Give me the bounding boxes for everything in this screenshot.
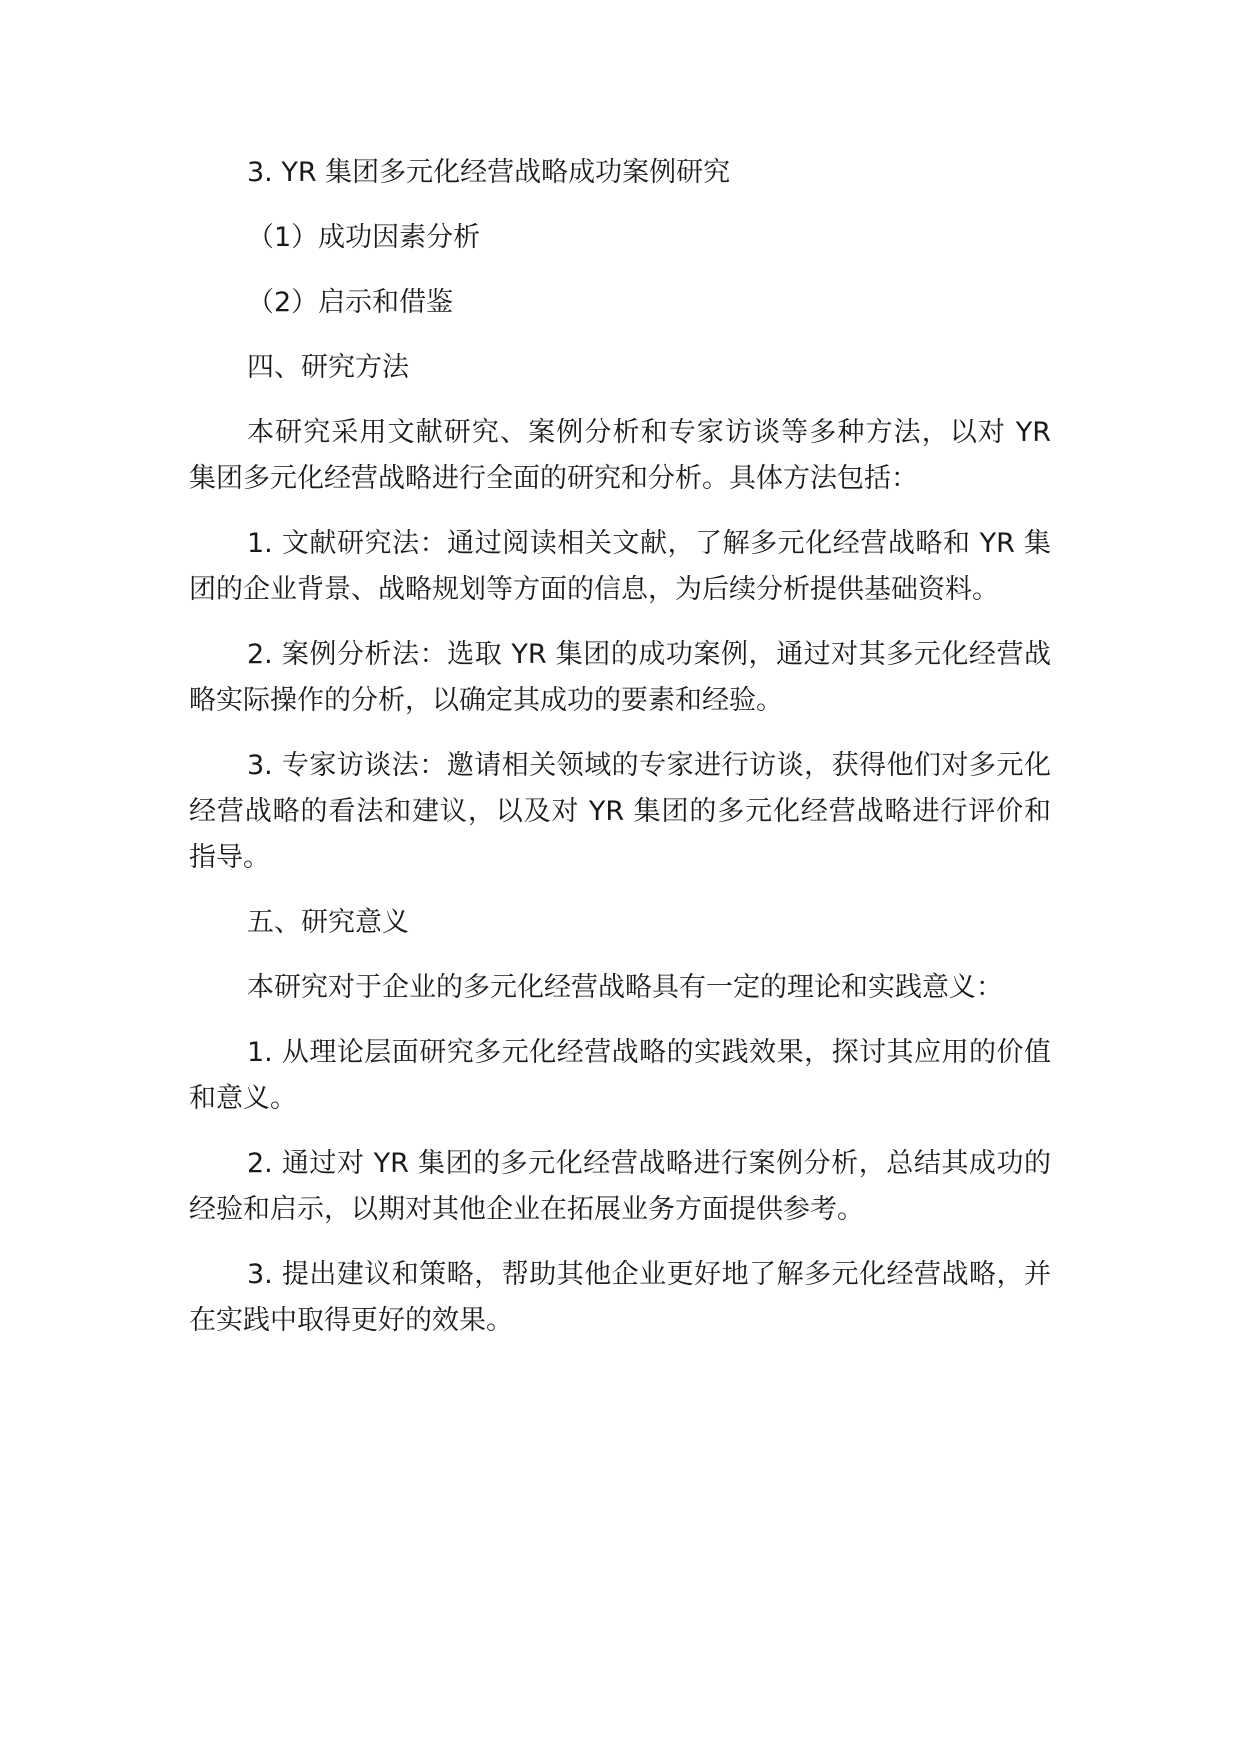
paragraph-significance-case: 2. 通过对 YR 集团的多元化经营战略进行案例分析，总结其成功的经验和启示，以期对其他企业在拓展业务方面提供参考。 — [189, 1148, 1051, 1225]
paragraph-method-expert-interview: 3. 专家访谈法：邀请相关领域的专家进行访谈，获得他们对多元化经营战略的看法和建议，以及对 YR 集团的多元化经营战略进行评价和指导。 — [189, 750, 1051, 873]
paragraph-method-case-analysis: 2. 案例分析法：选取 YR 集团的成功案例，通过对其多元化经营战略实际操作的分析，以确定其成功的要素和经验。 — [189, 639, 1051, 716]
paragraph-significance-advice: 3. 提出建议和策略，帮助其他企业更好地了解多元化经营战略，并在实践中取得更好的效果。 — [189, 1259, 1051, 1336]
subheading-case-study: 3. YR 集团多元化经营战略成功案例研究 — [247, 157, 731, 188]
list-item-lessons: （2）启示和借鉴 — [247, 287, 454, 318]
paragraph-method-literature: 1. 文献研究法：通过阅读相关文献，了解多元化经营战略和 YR 集团的企业背景、战略规划等方面的信息，为后续分析提供基础资料。 — [189, 528, 1051, 605]
section-heading-methods: 四、研究方法 — [247, 352, 409, 383]
paragraph-significance-intro: 本研究对于企业的多元化经营战略具有一定的理论和实践意义： — [247, 972, 1003, 1003]
section-heading-significance: 五、研究意义 — [247, 907, 409, 938]
document-body — [189, 150, 1051, 1363]
paragraph-methods-intro: 本研究采用文献研究、案例分析和专家访谈等多种方法，以对 YR 集团多元化经营战略进行全面的研究和分析。具体方法包括： — [189, 417, 1051, 494]
paragraph-significance-theory: 1. 从理论层面研究多元化经营战略的实践效果，探讨其应用的价值和意义。 — [189, 1037, 1051, 1114]
list-item-success-factors: （1）成功因素分析 — [247, 222, 481, 253]
